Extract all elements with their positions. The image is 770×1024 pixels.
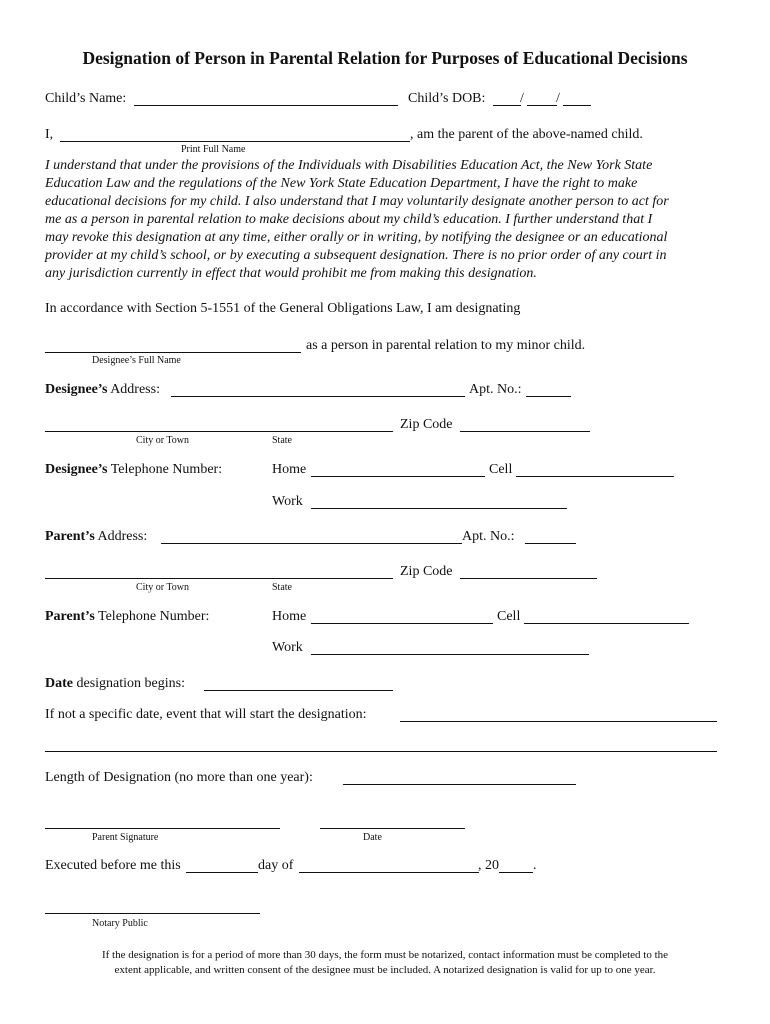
paragraph-line: Education Law and the regulations of the New York State Education Department, I have the right to make [45,176,638,191]
signature-date-caption: Date [363,832,382,843]
designee-apt-field[interactable] [526,396,571,397]
footer-line: If the designation is for a period of more than 30 days, the form must be notarized, contact information must be completed to the [101,949,669,961]
child-dob-label: Child’s DOB: [408,91,486,106]
parent-address-field[interactable] [161,543,462,544]
designee-relation-text: as a person in parental relation to my minor child. [306,338,586,353]
dob-separator: / [556,91,560,106]
executed-day-of: day of [258,858,294,873]
designee-phone-label: Designee’s Telephone Number: [45,462,223,477]
executed-month-field[interactable] [299,872,479,873]
paragraph-line: may revoke this designation at any time, either orally or in writing, by notifying the designee or an educational [45,230,668,245]
city-caption: City or Town [136,582,190,593]
dob-separator: / [520,91,524,106]
child-dob-month-field[interactable] [493,105,521,106]
state-caption: State [272,435,292,446]
executed-end: . [533,858,537,873]
executed-prefix: Executed before me this [45,858,181,873]
event-label: If not a specific date, event that will start the designation: [45,707,367,722]
designee-zip-field[interactable] [460,431,590,432]
parent-apt-field[interactable] [525,543,576,544]
accordance-text: In accordance with Section 5-1551 of the General Obligations Law, I am designating [45,301,521,316]
parent-phone-label: Parent’s Telephone Number: [45,609,210,624]
parent-work-phone-field[interactable] [311,654,589,655]
parent-statement-suffix: , am the parent of the above-named child. [410,127,643,142]
footer-note [0,948,770,978]
page-title: Designation of Person in Parental Relation for Purposes of Educational Decisions [82,48,688,68]
length-field[interactable] [343,784,576,785]
child-name-label: Child’s Name: [45,91,127,106]
paragraph-line: me as a person in parental relation to make decisions about my child’s education. I further understand that I [45,212,653,227]
child-dob-year-field[interactable] [563,105,591,106]
executed-year-prefix: , 20 [478,858,499,873]
paragraph-line: I understand that under the provisions of the Individuals with Disabilities Education Act, the New York State [45,158,653,173]
executed-year-field[interactable] [499,872,533,873]
notary-signature-field[interactable] [45,913,260,914]
print-full-name-caption: Print Full Name [181,144,246,155]
parent-zip-field[interactable] [460,578,597,579]
designee-address-field[interactable] [171,396,465,397]
paragraph-line: educational decisions for my child. I also understand that I may voluntarily designate another person to act for [45,194,669,209]
paragraph-line: provider at my child’s school, or by executing a subsequent designation. There is no prior order of any court in [45,248,667,263]
parent-signature-caption: Parent Signature [92,832,159,843]
event-field-continued[interactable] [45,751,717,752]
date-begins-field[interactable] [204,690,393,691]
designee-home-label: Home [272,462,307,477]
state-caption: State [272,582,292,593]
parent-cell-label: Cell [497,609,521,624]
designee-home-phone-field[interactable] [311,476,485,477]
length-label: Length of Designation (no more than one year): [45,770,313,785]
parent-apt-label: Apt. No.: [462,529,515,544]
designee-cell-phone-field[interactable] [516,476,674,477]
parent-city-state-field[interactable] [45,578,393,579]
notary-caption: Notary Public [92,918,148,929]
executed-day-field[interactable] [186,872,258,873]
designee-address-label: Designee’s Address: [45,382,160,397]
child-dob-day-field[interactable] [527,105,557,106]
footer-line: extent applicable, and written consent of the designee must be included. A notarized designation is valid for up to one year. [114,964,656,976]
signature-date-field[interactable] [320,828,465,829]
designee-apt-label: Apt. No.: [469,382,522,397]
child-name-field[interactable] [134,105,398,106]
designee-cell-label: Cell [489,462,513,477]
parent-full-name-field[interactable] [60,141,410,142]
city-caption: City or Town [136,435,190,446]
parent-signature-field[interactable] [45,828,280,829]
paragraph-line: any jurisdiction currently in effect that would prohibit me from making this designation. [45,266,537,281]
rights-paragraph [45,157,733,283]
event-field[interactable] [400,721,717,722]
parent-zip-label: Zip Code [400,564,453,579]
parent-address-label: Parent’s Address: [45,529,148,544]
parent-home-label: Home [272,609,307,624]
designee-work-label: Work [272,494,303,509]
parent-work-label: Work [272,640,303,655]
parent-statement-prefix: I, [45,127,54,142]
designee-zip-label: Zip Code [400,417,453,432]
designee-full-name-caption: Designee’s Full Name [92,355,181,366]
date-begins-label: Date designation begins: [45,676,185,691]
parent-cell-phone-field[interactable] [524,623,689,624]
parent-home-phone-field[interactable] [311,623,493,624]
designee-work-phone-field[interactable] [311,508,567,509]
designee-city-state-field[interactable] [45,431,393,432]
designee-full-name-field[interactable] [45,352,301,353]
